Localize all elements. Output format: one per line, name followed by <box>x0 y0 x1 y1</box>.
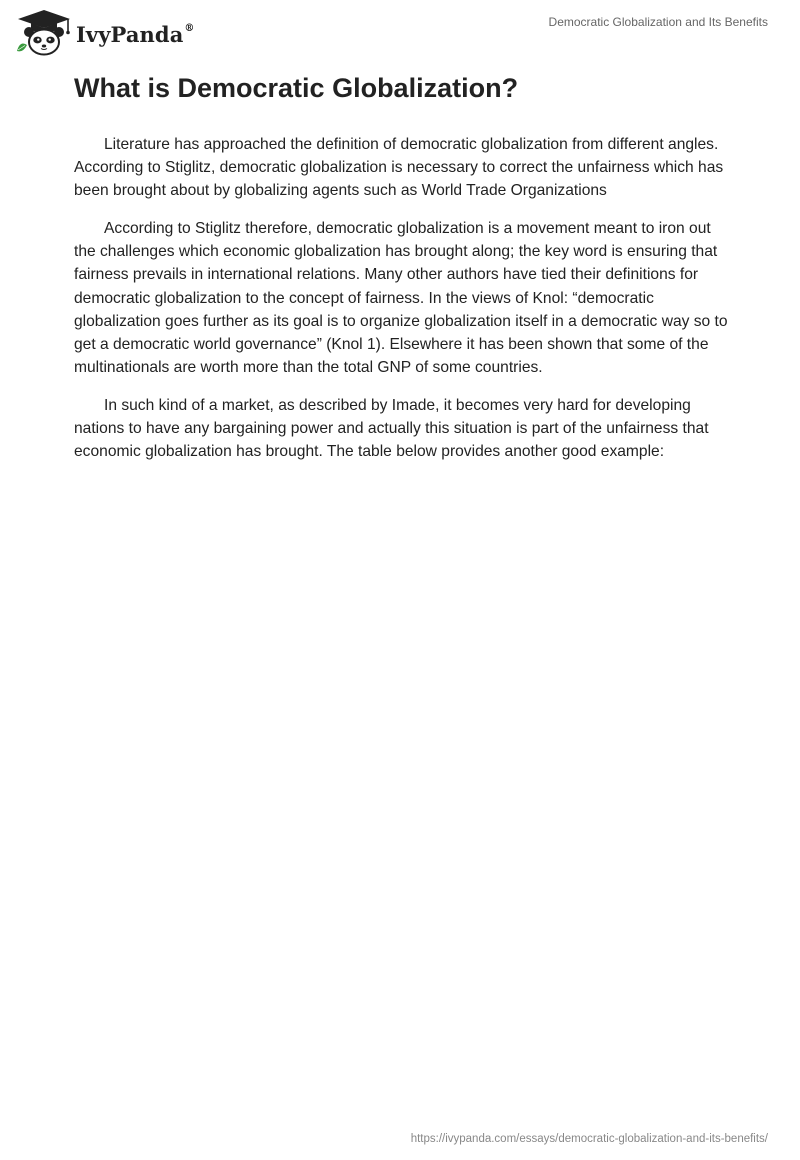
registered-mark: ® <box>184 22 195 34</box>
ivypanda-logo[interactable] <box>14 8 195 58</box>
document-title: Democratic Globalization and Its Benefits <box>548 15 768 29</box>
paragraph: Literature has approached the definition of democratic globalization from different angles. According to Stiglitz, democratic globalization is necessary to correct the unfairness which has been brought about by globalizing agents such as World Trade Organizations <box>74 136 724 200</box>
page-title: What is Democratic Globalization? <box>74 73 519 103</box>
page-header <box>0 0 800 62</box>
footer-url-link[interactable]: https://ivypanda.com/essays/democratic-globalization-and-its-benefits/ <box>410 1133 768 1145</box>
panda-graduation-cap-icon <box>14 8 74 58</box>
paragraph: According to Stiglitz therefore, democratic globalization is a movement meant to iron out the challenges which economic globalization has brought along; the key word is ensuring that fairness prevails in international relations. Many other authors have tied their definitions for democratic globalization to the concept of fairness. In the views of Knol: “democratic globalization goes further as its goal is to organize globalization itself in a democratic way so to get a democratic world governance” (Knol 1). Elsewhere it has been shown that some of the multinationals are worth more than the total GNP of some countries. <box>74 220 728 376</box>
paragraph: In such kind of a market, as described by Imade, it becomes very hard for developing nations to have any bargaining power and actually this situation is part of the unfairness that economic globalization has brought. The table below provides another good example: <box>74 396 709 461</box>
article-body <box>74 133 734 478</box>
brand-name: IvyPanda® <box>76 21 195 47</box>
